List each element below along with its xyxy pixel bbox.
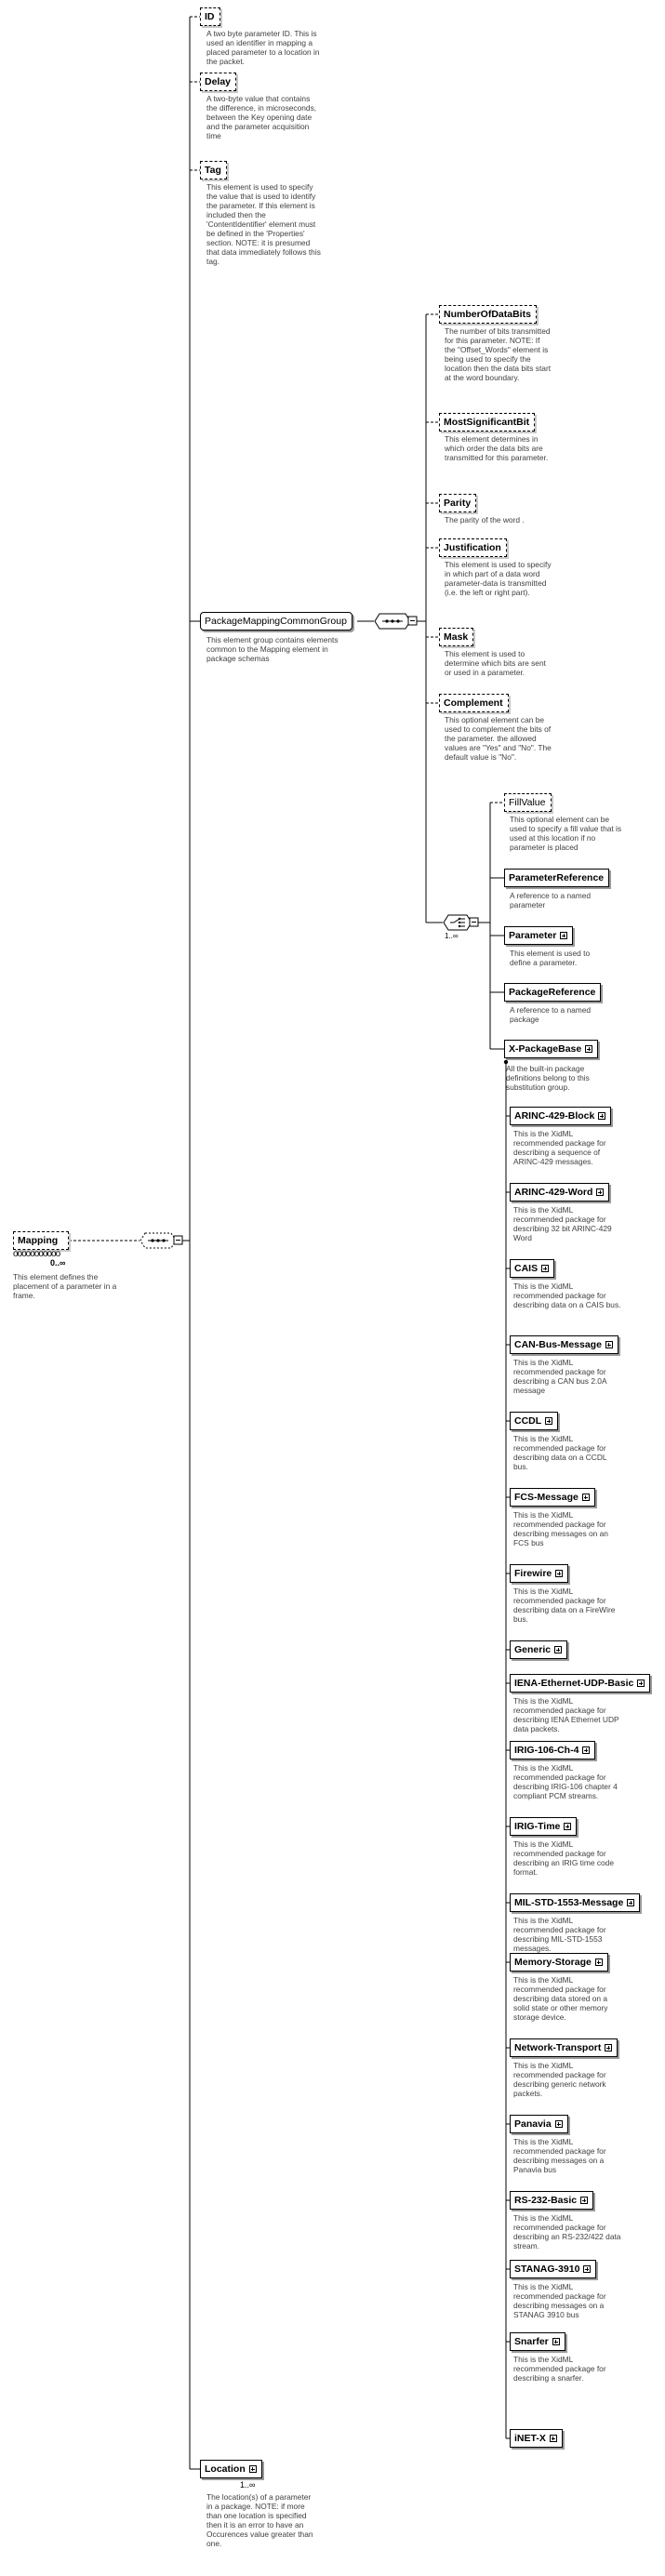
element-location[interactable]: [200, 2460, 262, 2478]
element-annotation: A reference to a named package: [510, 1005, 592, 1024]
expand-icon[interactable]: [560, 932, 567, 939]
expand-icon[interactable]: [249, 2465, 257, 2473]
package-annotation: This is the XidML recommended package for describing an RS-232/422 data stream.: [513, 2213, 621, 2251]
package-element[interactable]: [510, 1674, 650, 1693]
package-annotation: This is the XidML recommended package for describing IENA Ethernet UDP data packets.: [513, 1696, 619, 1733]
package-element[interactable]: [510, 1183, 609, 1202]
element-package-reference[interactable]: [504, 983, 601, 1002]
collapse-toggle[interactable]: [407, 615, 419, 628]
package-label: IRIG-Time: [514, 1821, 561, 1832]
element-label: ParameterReference: [509, 872, 605, 883]
package-annotation: This is the XidML recommended package for describing data on a CCDL bus.: [513, 1434, 607, 1471]
package-annotation: This is the XidML recommended package for describing a CAN bus 2.0A message: [513, 1358, 607, 1395]
expand-icon[interactable]: [605, 1341, 613, 1348]
expand-icon[interactable]: [555, 2120, 563, 2128]
package-annotation: This is the XidML recommended package for describing data on a FireWire bus.: [513, 1587, 616, 1624]
element-id[interactable]: [200, 7, 220, 26]
package-element[interactable]: [510, 1107, 611, 1125]
element-annotation: This element is used to specify the value that is used to identify the parameter. If this element is included then the 'ContentIdentifier' element must be defined in the 'Properties' section. NOTE: it is presumed that data immediately follows this tag.: [206, 182, 321, 266]
package-annotation: This is the XidML recommended package for describing messages on an FCS bus: [513, 1510, 608, 1547]
expand-icon[interactable]: [582, 1746, 590, 1754]
package-element[interactable]: [510, 2038, 618, 2057]
package-element[interactable]: [510, 2260, 596, 2278]
element-annotation: The parity of the word .: [445, 515, 525, 524]
choice-multiplicity: 1..∞: [445, 932, 459, 940]
expand-icon[interactable]: [637, 1680, 645, 1687]
element-annotation: The number of bits transmitted for this parameter. NOTE: If the "Offset_Words" element is being used to specify the location then the data bits start at the word boundary.: [445, 326, 552, 382]
element-delay[interactable]: [200, 73, 236, 91]
root-element-mapping[interactable]: [13, 1231, 69, 1250]
element-most-significant-bit[interactable]: [439, 413, 535, 432]
element-annotation: This element determines in which order the data bits are transmitted for this parameter.: [445, 434, 549, 462]
package-element[interactable]: [510, 1817, 577, 1836]
package-element[interactable]: [510, 1259, 554, 1278]
group-annotation: This element group contains elements common to the Mapping element in package schemas: [206, 635, 339, 663]
package-element[interactable]: [510, 1640, 567, 1659]
root-annotation: This element defines the placement of a parameter in a frame.: [13, 1272, 117, 1300]
package-element[interactable]: [510, 1953, 608, 1972]
collapse-toggle[interactable]: [469, 916, 480, 929]
root-multiplicity: 0..∞: [50, 1258, 66, 1268]
element-justification[interactable]: [439, 538, 507, 557]
package-annotation: This is the XidML recommended package for describing 32 bit ARINC-429 Word: [513, 1205, 612, 1242]
element-annotation: This optional element can be used to specify a fill value that is used at this location if no parameter is placed: [510, 815, 622, 852]
group-package-mapping-common[interactable]: [200, 612, 352, 631]
element-label: Parameter: [509, 930, 557, 941]
element-annotation: A two byte parameter ID. This is used an identifier in mapping a placed parameter to a location in the packet.: [206, 29, 320, 66]
root-element-label: Mapping: [18, 1235, 59, 1246]
expand-icon[interactable]: [580, 2197, 588, 2204]
expand-icon[interactable]: [550, 2435, 557, 2442]
element-fill-value[interactable]: [504, 793, 552, 812]
element-annotation: This element is used to define a parameter.: [510, 949, 591, 967]
package-annotation: This is the XidML recommended package for describing a sequence of ARINC-429 messages.: [513, 1129, 606, 1166]
element-parity[interactable]: [439, 494, 476, 512]
location-multiplicity: 1..∞: [240, 2480, 256, 2490]
package-label: Network-Transport: [514, 2042, 602, 2053]
package-element[interactable]: [510, 1564, 568, 1583]
element-label: Justification: [444, 542, 501, 553]
package-label: ARINC-429-Word: [514, 1187, 593, 1198]
location-annotation: The location(s) of a parameter in a package. NOTE: if more than one location is specified then it is an error to have an Occurences value greater than one.: [206, 2492, 313, 2548]
package-annotation: This is the XidML recommended package for describing MIL-STD-1553 messages.: [513, 1916, 606, 1953]
package-label: ARINC-429-Block: [514, 1110, 595, 1122]
element-number-of-data-bits[interactable]: [439, 305, 537, 324]
repeat-marker: ooooooooooo: [13, 1249, 60, 1259]
expand-icon[interactable]: [596, 1188, 604, 1196]
package-element[interactable]: [510, 1412, 558, 1430]
package-label: Firewire: [514, 1568, 552, 1579]
package-element[interactable]: [510, 1488, 595, 1507]
element-annotation: All the built-in package definitions belong to this substitution group.: [506, 1064, 590, 1092]
expand-icon[interactable]: [541, 1265, 549, 1272]
element-label: Tag: [205, 165, 221, 176]
package-label: STANAG-3910: [514, 2264, 580, 2275]
expand-icon[interactable]: [582, 1494, 590, 1501]
sequence-compositor-root: [140, 1232, 177, 1249]
element-annotation: This element is used to specify in which part of a data word parameter-data is transmitted (i.e. the left or right part).: [445, 560, 552, 597]
package-label: IENA-Ethernet-UDP-Basic: [514, 1678, 634, 1689]
expand-icon[interactable]: [605, 2044, 612, 2052]
package-annotation: This is the XidML recommended package for describing IRIG-106 chapter 4 compliant PCM streams.: [513, 1763, 618, 1800]
element-label: Location: [205, 2463, 246, 2475]
expand-icon[interactable]: [627, 1899, 634, 1906]
element-mask[interactable]: [439, 628, 473, 646]
package-element[interactable]: [510, 2429, 563, 2448]
element-annotation: This optional element can be used to complement the bits of the parameter. the allowed values are "Yes" and "No". The default value is "No".: [445, 715, 552, 762]
package-element[interactable]: [510, 1741, 595, 1759]
element-label: Delay: [205, 76, 232, 87]
package-label: CAIS: [514, 1263, 539, 1274]
package-annotation: This is the XidML recommended package for describing a snarfer.: [513, 2355, 606, 2383]
element-label: PackageReference: [509, 987, 596, 998]
group-label: PackageMappingCommonGroup: [205, 616, 347, 627]
package-label: iNET-X: [514, 2433, 546, 2444]
package-label: Panavia: [514, 2118, 552, 2130]
element-parameter[interactable]: [504, 926, 573, 945]
element-label: ID: [205, 11, 215, 22]
expand-icon[interactable]: [595, 1959, 603, 1966]
element-complement[interactable]: [439, 694, 509, 712]
expand-icon[interactable]: [554, 1646, 562, 1653]
expand-icon[interactable]: [552, 2338, 560, 2345]
collapse-toggle[interactable]: [173, 1234, 184, 1247]
element-label: Complement: [444, 697, 503, 709]
package-label: CAN-Bus-Message: [514, 1339, 602, 1350]
package-label: CCDL: [514, 1415, 542, 1427]
package-element[interactable]: [510, 1335, 618, 1354]
element-tag[interactable]: [200, 161, 227, 179]
package-label: MIL-STD-1553-Message: [514, 1897, 624, 1908]
package-label: Snarfer: [514, 2336, 549, 2347]
package-label: RS-232-Basic: [514, 2195, 578, 2206]
expand-icon[interactable]: [585, 1045, 592, 1053]
package-element[interactable]: [510, 2115, 568, 2133]
element-label: Parity: [444, 498, 472, 509]
package-element[interactable]: [510, 2332, 565, 2351]
element-parameter-reference[interactable]: [504, 869, 609, 887]
element-label: FillValue: [509, 797, 546, 808]
package-element[interactable]: [510, 1893, 640, 1912]
expand-icon[interactable]: [583, 2265, 591, 2273]
element-label: X-PackageBase: [509, 1043, 582, 1055]
package-annotation: This is the XidML recommended package for describing generic network packets.: [513, 2061, 606, 2098]
element-annotation: This element is used to determine which bits are sent or used in a parameter.: [445, 649, 546, 677]
sequence-compositor-group: [374, 613, 411, 630]
package-annotation: This is the XidML recommended package for describing data stored on a solid state or other memory storage device.: [513, 1975, 608, 2022]
element-x-package-base[interactable]: [504, 1040, 598, 1058]
package-annotation: This is the XidML recommended package for describing messages on a STANAG 3910 bus: [513, 2282, 606, 2319]
package-label: Generic: [514, 1644, 552, 1655]
package-annotation: This is the XidML recommended package for describing messages on a Panavia bus: [513, 2137, 606, 2174]
element-annotation: A two-byte value that contains the difference, in microseconds, between the Key opening date and the parameter acquisition time: [206, 94, 317, 140]
element-label: NumberOfDataBits: [444, 309, 531, 320]
package-element[interactable]: [510, 2191, 593, 2210]
element-label: Mask: [444, 631, 469, 643]
expand-icon[interactable]: [555, 1570, 563, 1577]
element-label: MostSignificantBit: [444, 417, 530, 428]
element-annotation: A reference to a named parameter: [510, 891, 592, 910]
package-label: FCS-Message: [514, 1492, 579, 1503]
package-annotation: This is the XidML recommended package for describing data on a CAIS bus.: [513, 1281, 621, 1309]
package-label: IRIG-106-Ch-4: [514, 1745, 579, 1756]
package-annotation: This is the XidML recommended package for describing an IRIG time code format.: [513, 1839, 614, 1877]
expand-icon[interactable]: [598, 1112, 605, 1120]
package-label: Memory-Storage: [514, 1957, 592, 1968]
expand-icon[interactable]: [564, 1823, 571, 1830]
expand-icon[interactable]: [545, 1417, 552, 1425]
